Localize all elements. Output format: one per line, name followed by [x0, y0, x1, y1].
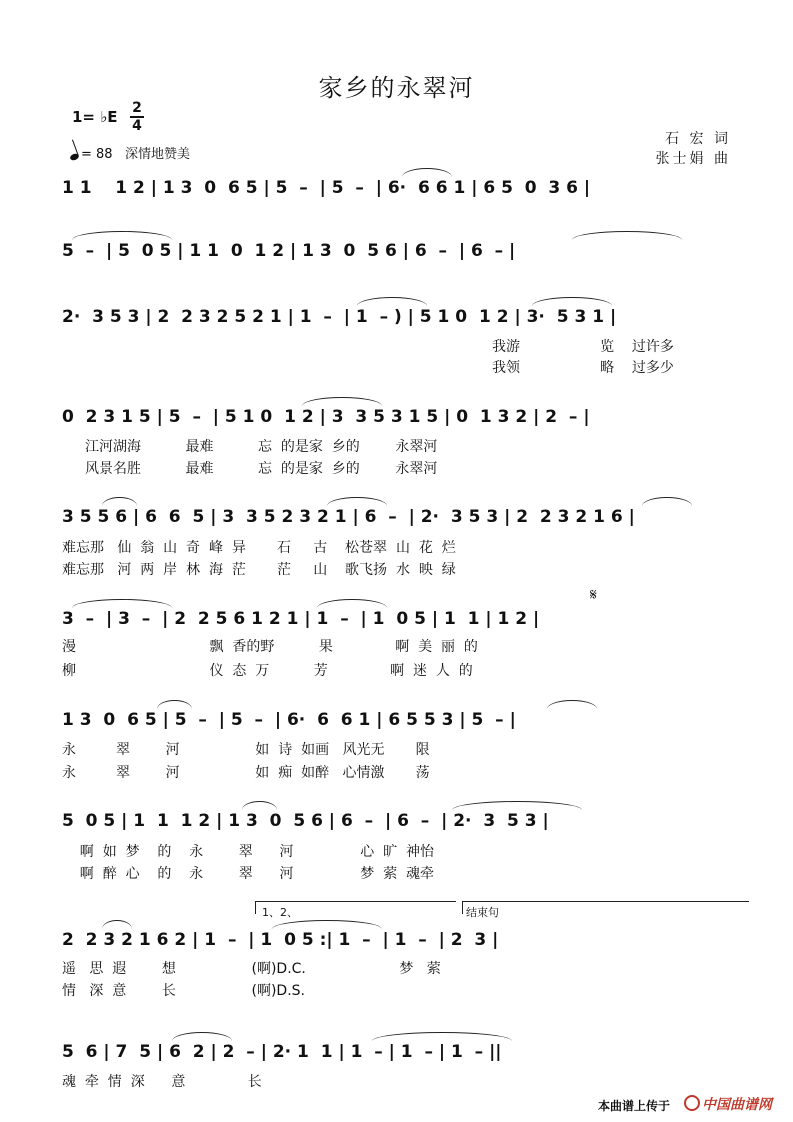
lyric-line-1: 永 翠 河 如 诗 如画 风光无 限: [62, 742, 430, 758]
lyrics-row-4b: [85, 458, 745, 490]
lyric-line-1: 遥 思 遐 想 (啊)D.C. 梦 萦: [62, 961, 441, 977]
meter-top: 2: [132, 100, 142, 116]
first-ending-label: 1、2、: [262, 906, 298, 919]
notes-row-10: 5 6 | 7 5 | 6 2 | 2 – | 2· 1 1 | 1 – | 1 – | 1 – ||: [62, 1042, 502, 1062]
site-name: 中国曲谱网: [702, 1097, 772, 1113]
time-signature: [130, 101, 144, 133]
lyric-line-1: 难忘那 仙 翁 山 奇 峰 异 石 古 松苍翠 山 花 烂: [62, 540, 456, 556]
notes-row-7: 1 3 0 6 5 | 5 – | 5 – | 6· 6 6 1 | 6 5 5 3 | 5 – |: [62, 710, 516, 730]
lyric-line-2: 永 翠 河 如 痴 如醉 心情激 荡: [62, 765, 430, 781]
song-title: 家乡的永翠河: [318, 74, 475, 102]
tempo-value: = 88: [81, 147, 113, 162]
lyrics-row-7b: [62, 762, 748, 794]
lyric-line-1: 我游 览 过许多: [492, 339, 674, 355]
site-logo-icon: [684, 1095, 700, 1111]
site-logo[interactable]: [684, 1094, 772, 1114]
lyric-line-2: 我领 略 过多少: [492, 360, 674, 376]
notes-row-9: 2 2 3 2 1 6 2 | 1 – | 1 0 5 :| 1 – | 1 – | 2 3 |: [62, 930, 499, 950]
lyrics-row-6b: [62, 660, 748, 692]
final-ending-label: 结束句: [466, 906, 499, 919]
lyric-line-2: 难忘那 河 两 岸 林 海 茫 茫 山 歌飞扬 水 映 绿: [62, 562, 456, 578]
notes-row-3: 2· 3 5 3 | 2 2 3 2 5 2 1 | 1 – | 1 – ) | 5 1 0 1 2 | 3· 5 3 1 |: [62, 307, 617, 327]
lyric-line-1: 魂 牵 情 深 意 长: [62, 1074, 262, 1090]
lyrics-row-5b: [62, 559, 748, 591]
meter-bottom: 4: [132, 118, 142, 134]
lyrics-row-3b: [62, 357, 748, 389]
tempo-expression: 深情地赞美: [124, 147, 190, 162]
notes-row-1: 1 1 1 2 | 1 3 0 6 5 | 5 – | 5 – | 6· 6 6 1 | 6 5 0 3 6 |: [62, 178, 591, 198]
notes-row-8: 5 0 5 | 1 1 1 2 | 1 3 0 5 6 | 6 – | 6 – | 2· 3 5 3 |: [62, 811, 549, 831]
tempo-marking: [70, 143, 190, 162]
lyrics-row-9b: [62, 980, 748, 1012]
final-ending-bracket: [462, 901, 749, 914]
lyric-line-2: 风景名胜 最难 忘 的是家 乡的 永翠河: [85, 461, 438, 477]
lyric-line-1: 江河湖海 最难 忘 的是家 乡的 永翠河: [85, 439, 438, 455]
lyric-line-1: 漫 飘 香的野 果 啊 美 丽 的: [62, 639, 478, 655]
quarter-note-icon: [69, 153, 80, 162]
notes-row-6: 3 – | 3 – | 2 2 5 6 1 2 1 | 1 – | 1 0 5 | 1 1 | 1 2 |: [62, 609, 540, 629]
lyric-line-1: 啊 如 梦 的 永 翠 河 心 旷 神怡: [62, 844, 435, 860]
upload-notice: 本曲谱上传于: [598, 1099, 671, 1113]
lyricist-credit: 石 宏 词: [665, 131, 731, 147]
lyrics-row-8b: [62, 863, 748, 895]
notes-row-4: 0 2 3 1 5 | 5 – | 5 1 0 1 2 | 3 3 5 3 1 5 | 0 1 3 2 | 2 – |: [62, 407, 590, 427]
notes-row-5: 3 5 5 6 | 6 6 5 | 3 3 5 2 3 2 1 | 6 – | 2· 3 5 3 | 2 2 3 2 1 6 |: [62, 507, 635, 527]
key-signature: 1= ♭E: [72, 108, 118, 126]
lyric-line-2: 柳 仪 态 万 芳 啊 迷 人 的: [62, 663, 473, 679]
notes-row-2: 5 – | 5 0 5 | 1 1 0 1 2 | 1 3 0 5 6 | 6 – | 6 – |: [62, 241, 516, 261]
composer-credit: 张士娟 曲: [655, 151, 731, 167]
lyric-line-2: 啊 醉 心 的 永 翠 河 梦 萦 魂牵: [62, 866, 435, 882]
lyric-line-2: 情 深 意 长 (啊)D.S.: [62, 983, 305, 999]
segno-icon: 𝄋: [590, 585, 597, 604]
